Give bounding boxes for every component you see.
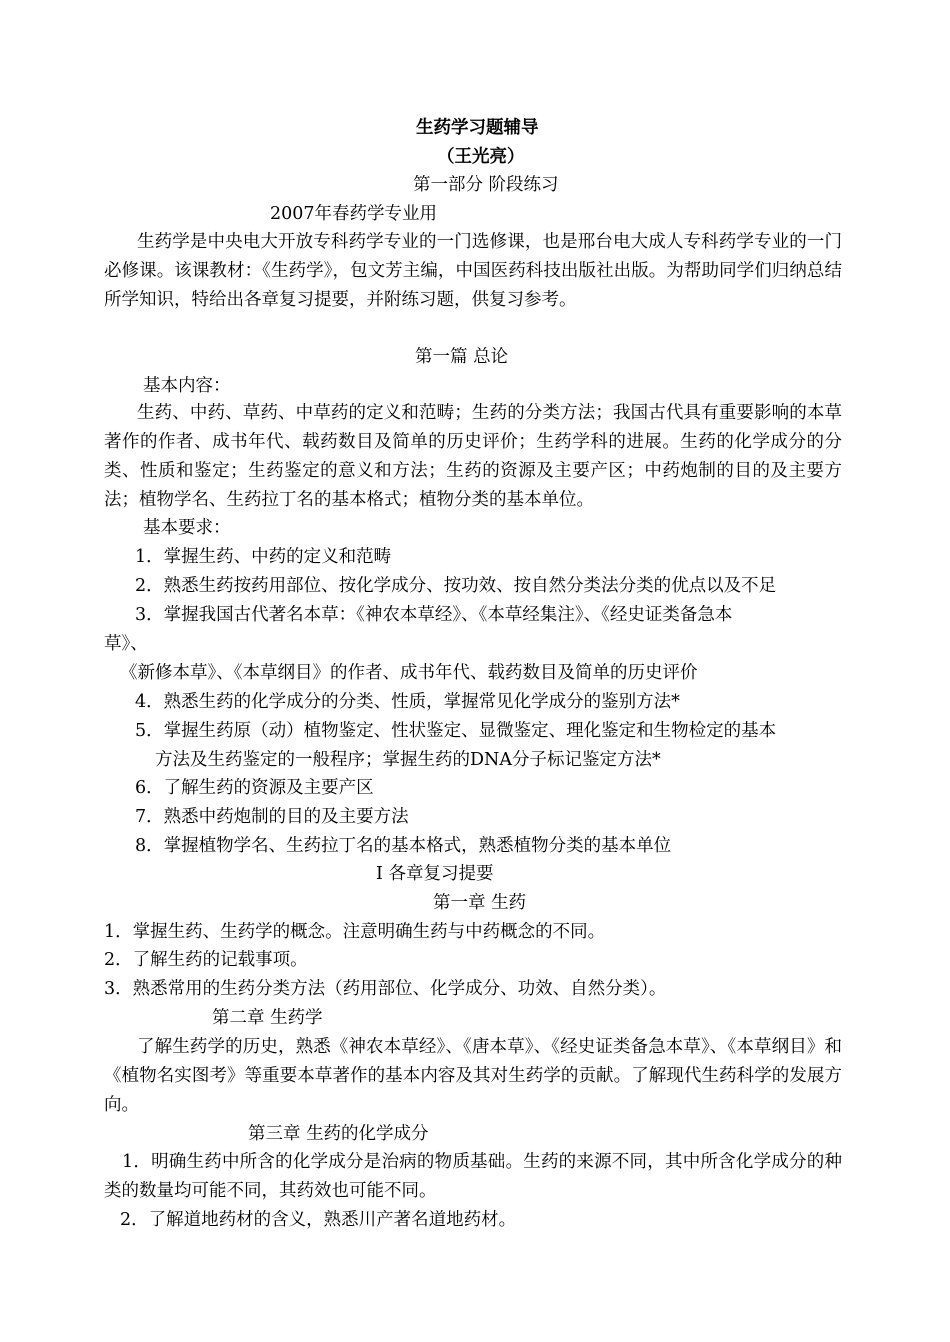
requirement-item: 8．掌握植物学名、生药拉丁名的基本格式，熟悉植物分类的基本单位	[135, 836, 672, 856]
requirement-item: 2．熟悉生药按药用部位、按化学成分、按功效、按自然分类法分类的优点以及不足	[135, 576, 777, 596]
requirement-item-continued: 《新修本草》、《本草纲目》的作者、成书年代、载药数目及简单的历史评价	[120, 663, 698, 683]
content-paragraph: 生药、中药、草药、中草药的定义和范畴；生药的分类方法；我国古代具有重要影响的本草著作的作者、成书年代、载药数目及简单的历史评价；生药学科的进展。生药的化学成分的分类、性质和鉴定；生药鉴定的意义和方法；生药的资源及主要产区；中药炮制的目的及主要方法；植物学名、生药拉丁名的基本格式；植物分类的基本单位。	[104, 403, 842, 510]
chapter-1-item: 1．掌握生药、生药学的概念。注意明确生药与中药概念的不同。	[104, 922, 606, 942]
requirement-item-continued: 方法及生药鉴定的一般程序；掌握生药的DNA分子标记鉴定方法*	[155, 750, 661, 770]
document-title: 生药学习题辅导	[416, 118, 539, 138]
chapter-1-item: 3．熟悉常用的生药分类方法（药用部位、化学成分、功效、自然分类）。	[104, 979, 667, 999]
chapter-3-item: 1．明确生药中所含的化学成分是治病的物质基础。生药的来源不同，其中所含化学成分的种类的数量均可能不同，其药效也可能不同。	[104, 1152, 842, 1201]
requirement-item: 1．掌握生药、中药的定义和范畴	[135, 547, 392, 567]
chapter-3-title: 第三章 生药的化学成分	[248, 1124, 429, 1144]
part-heading: 第一部分 阶段练习	[413, 175, 559, 195]
section-heading-general: 第一篇 总论	[415, 347, 509, 367]
requirements-label: 基本要求：	[143, 518, 231, 538]
content-label: 基本内容：	[143, 376, 231, 396]
chapter-1-item: 2．了解生药的记载事项。	[104, 950, 308, 970]
requirement-item: 4．熟悉生药的化学成分的分类、性质，掌握常见化学成分的鉴别方法*	[135, 692, 680, 712]
chapter-2-title: 第二章 生药学	[212, 1008, 323, 1028]
review-heading: Ⅰ 各章复习提要	[376, 864, 494, 884]
requirement-item: 5．掌握生药原（动）植物鉴定、性状鉴定、显微鉴定、理化鉴定和生物检定的基本	[135, 721, 777, 741]
edition-note: 2007年春药学专业用	[270, 204, 438, 224]
requirement-item: 7．熟悉中药炮制的目的及主要方法	[135, 807, 409, 827]
requirement-item: 6．了解生药的资源及主要产区	[135, 778, 374, 798]
author: （王光亮）	[437, 147, 525, 167]
intro-paragraph: 生药学是中央电大开放专科药学专业的一门选修课，也是邢台电大成人专科药学专业的一门必修课。该课教材：《生药学》，包文芳主编，中国医药科技出版社出版。为帮助同学们归纳总结所学知识，特给出各章复习提要，并附练习题，供复习参考。	[104, 232, 842, 310]
chapter-1-title: 第一章 生药	[433, 893, 527, 913]
chapter-3-item: 2．了解道地药材的含义，熟悉川产著名道地药材。	[120, 1210, 517, 1230]
requirement-item-continued: 草》、	[104, 634, 148, 654]
requirement-item: 3．掌握我国古代著名本草：《神农本草经》、《本草经集注》、《经史证类备急本	[135, 605, 733, 625]
chapter-2-paragraph: 了解生药学的历史，熟悉《神农本草经》、《唐本草》、《经史证类备急本草》、《本草纲目》和《植物名实图考》等重要本草著作的基本内容及其对生药学的贡献。了解现代生药科学的发展方向。	[104, 1037, 842, 1115]
